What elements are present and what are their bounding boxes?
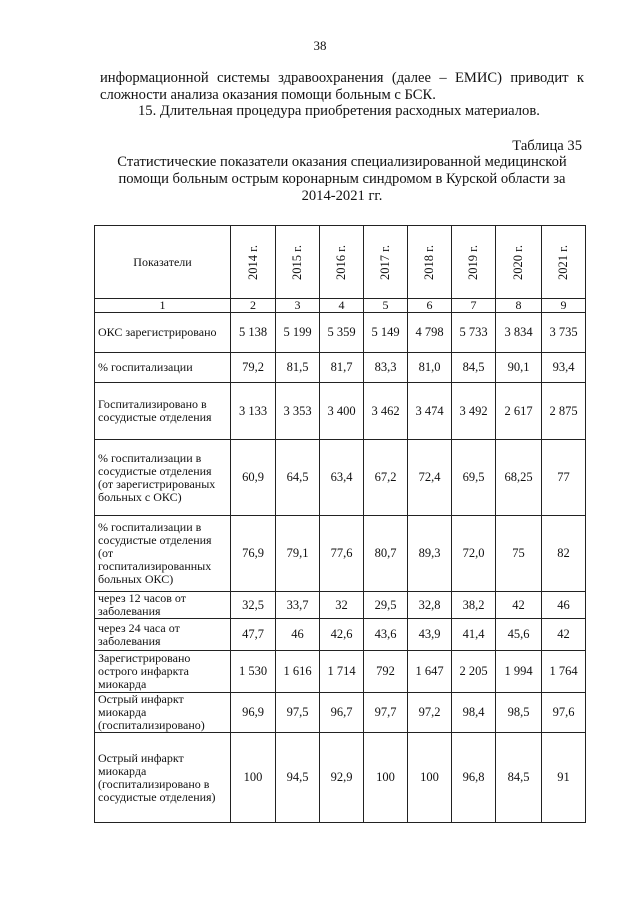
cell-value: 77 [542, 440, 586, 516]
table-row [95, 313, 586, 353]
column-number: 2 [231, 299, 276, 313]
column-number: 5 [364, 299, 408, 313]
row-label: через 12 часов от заболевания [95, 592, 231, 619]
cell-value: 3 474 [408, 383, 452, 440]
cell-value: 75 [496, 516, 542, 592]
cell-value: 67,2 [364, 440, 408, 516]
cell-value: 42 [496, 592, 542, 619]
cell-value: 94,5 [276, 733, 320, 823]
cell-value: 93,4 [542, 353, 586, 383]
paragraph-emis-line1: информационной системы здравоохранения (далее – ЕМИС) приводит к [100, 70, 584, 86]
cell-value: 97,5 [276, 693, 320, 733]
cell-value: 72,4 [408, 440, 452, 516]
cell-value: 32,8 [408, 592, 452, 619]
cell-value: 98,5 [496, 693, 542, 733]
cell-value: 5 149 [364, 313, 408, 353]
cell-value: 3 834 [496, 313, 542, 353]
cell-value: 84,5 [496, 733, 542, 823]
cell-value: 80,7 [364, 516, 408, 592]
column-number: 9 [542, 299, 586, 313]
table-label: Таблица 35 [512, 138, 582, 154]
cell-value: 3 133 [231, 383, 276, 440]
cell-value: 5 733 [452, 313, 496, 353]
cell-value: 46 [542, 592, 586, 619]
cell-value: 81,5 [276, 353, 320, 383]
cell-value: 97,2 [408, 693, 452, 733]
column-number: 1 [95, 299, 231, 313]
cell-value: 1 616 [276, 651, 320, 693]
header-year [452, 226, 496, 299]
column-number-row [95, 299, 586, 313]
cell-value: 69,5 [452, 440, 496, 516]
header-year [231, 226, 276, 299]
cell-value: 792 [364, 651, 408, 693]
cell-value: 3 462 [364, 383, 408, 440]
header-indicators: Показатели [95, 226, 231, 299]
year-label: 2020 г. [511, 244, 525, 280]
year-label: 2014 г. [245, 244, 260, 280]
cell-value: 97,6 [542, 693, 586, 733]
cell-value: 96,7 [320, 693, 364, 733]
cell-value: 2 205 [452, 651, 496, 693]
row-label: Острый инфаркт миокарда (госпитализировано в сосудистые отделения) [95, 733, 231, 823]
table-row [95, 651, 586, 693]
cell-value: 63,4 [320, 440, 364, 516]
cell-value: 84,5 [452, 353, 496, 383]
header-year [542, 226, 586, 299]
cell-value: 96,8 [452, 733, 496, 823]
cell-value: 1 647 [408, 651, 452, 693]
cell-value: 42,6 [320, 619, 364, 651]
year-label: 2019 г. [466, 244, 480, 280]
row-label: % госпитализации в сосудистые отделения (от госпитализированных больных ОКС) [95, 516, 231, 592]
cell-value: 38,2 [452, 592, 496, 619]
cell-value: 41,4 [452, 619, 496, 651]
cell-value: 89,3 [408, 516, 452, 592]
row-label: через 24 часа от заболевания [95, 619, 231, 651]
cell-value: 82 [542, 516, 586, 592]
column-number: 7 [452, 299, 496, 313]
cell-value: 5 138 [231, 313, 276, 353]
cell-value: 4 798 [408, 313, 452, 353]
cell-value: 92,9 [320, 733, 364, 823]
cell-value: 3 353 [276, 383, 320, 440]
row-label: % госпитализации в сосудистые отделения (от зарегистрированых больных с ОКС) [95, 440, 231, 516]
cell-value: 1 714 [320, 651, 364, 693]
cell-value: 1 530 [231, 651, 276, 693]
cell-value: 98,4 [452, 693, 496, 733]
cell-value: 81,0 [408, 353, 452, 383]
year-label: 2016 г. [334, 244, 348, 280]
cell-value: 83,3 [364, 353, 408, 383]
column-number: 8 [496, 299, 542, 313]
cell-value: 60,9 [231, 440, 276, 516]
table-row [95, 733, 586, 823]
table-row [95, 440, 586, 516]
header-year [408, 226, 452, 299]
cell-value: 32,5 [231, 592, 276, 619]
cell-value: 29,5 [364, 592, 408, 619]
cell-value: 91 [542, 733, 586, 823]
row-label: % госпитализации [95, 353, 231, 383]
header-year [364, 226, 408, 299]
year-label: 2015 г. [290, 244, 304, 280]
table-header-row [95, 226, 586, 299]
header-year [496, 226, 542, 299]
cell-value: 3 735 [542, 313, 586, 353]
cell-value: 64,5 [276, 440, 320, 516]
cell-value: 77,6 [320, 516, 364, 592]
cell-value: 100 [408, 733, 452, 823]
cell-value: 100 [364, 733, 408, 823]
table-row [95, 693, 586, 733]
cell-value: 47,7 [231, 619, 276, 651]
table-row [95, 516, 586, 592]
year-label: 2021 г. [556, 244, 570, 280]
statistics-table [94, 225, 586, 823]
page-number: 38 [313, 38, 327, 53]
year-label: 2017 г. [378, 244, 392, 280]
cell-value: 100 [231, 733, 276, 823]
cell-value: 1 764 [542, 651, 586, 693]
row-label: Зарегистрировано острого инфаркта миокарда [95, 651, 231, 693]
paragraph-emis [100, 70, 584, 104]
cell-value: 33,7 [276, 592, 320, 619]
table-title: Статистические показатели оказания специализированной медицинской помощи больным острым коронарным синдромом в Курской области за 2014-2021 гг. [117, 154, 567, 204]
cell-value: 45,6 [496, 619, 542, 651]
cell-value: 76,9 [231, 516, 276, 592]
header-year [276, 226, 320, 299]
cell-value: 2 617 [496, 383, 542, 440]
cell-value: 79,1 [276, 516, 320, 592]
row-label: Острый инфаркт миокарда (госпитализировано) [95, 693, 231, 733]
table-row [95, 383, 586, 440]
column-number: 6 [408, 299, 452, 313]
table-row [95, 592, 586, 619]
cell-value: 97,7 [364, 693, 408, 733]
table-row [95, 353, 586, 383]
cell-value: 42 [542, 619, 586, 651]
cell-value: 1 994 [496, 651, 542, 693]
cell-value: 5 359 [320, 313, 364, 353]
row-label: ОКС зарегистрировано [95, 313, 231, 353]
cell-value: 68,25 [496, 440, 542, 516]
column-number: 3 [276, 299, 320, 313]
column-number: 4 [320, 299, 364, 313]
cell-value: 32 [320, 592, 364, 619]
year-label: 2018 г. [422, 244, 436, 280]
cell-value: 79,2 [231, 353, 276, 383]
cell-value: 3 400 [320, 383, 364, 440]
cell-value: 90,1 [496, 353, 542, 383]
cell-value: 96,9 [231, 693, 276, 733]
table-row [95, 619, 586, 651]
row-label: Госпитализировано в сосудистые отделения [95, 383, 231, 440]
cell-value: 81,7 [320, 353, 364, 383]
cell-value: 43,9 [408, 619, 452, 651]
cell-value: 5 199 [276, 313, 320, 353]
paragraph-procurement: 15. Длительная процедура приобретения расходных материалов. [138, 103, 540, 119]
cell-value: 72,0 [452, 516, 496, 592]
cell-value: 3 492 [452, 383, 496, 440]
paragraph-emis-line2: сложности анализа оказания помощи больным с БСК. [100, 87, 436, 103]
cell-value: 2 875 [542, 383, 586, 440]
cell-value: 46 [276, 619, 320, 651]
cell-value: 43,6 [364, 619, 408, 651]
header-year [320, 226, 364, 299]
